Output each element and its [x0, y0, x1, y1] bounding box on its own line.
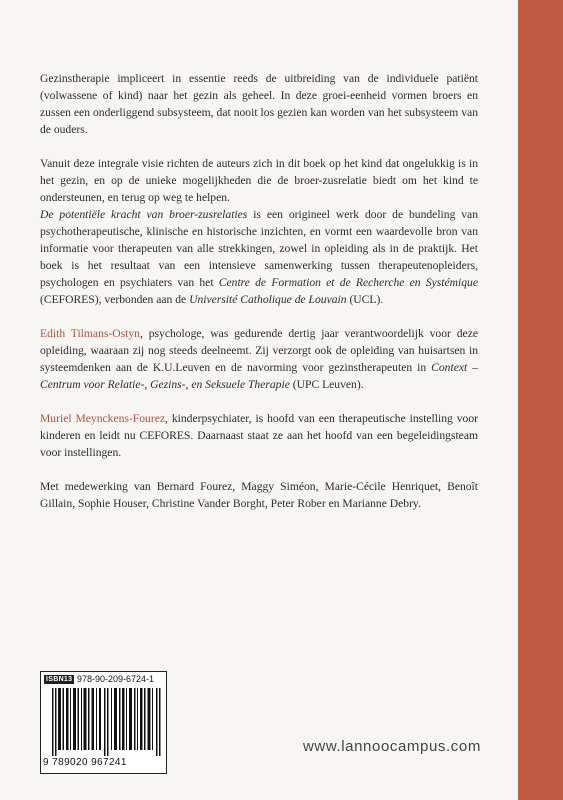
author-name-1: Edith Tilmans-Ostyn	[40, 327, 140, 340]
context-name: Context – Centrum voor Relatie-, Gezins-, en Seksuele Therapie	[40, 361, 478, 391]
university-name: Université Catholique de Louvain	[189, 293, 347, 306]
paragraph-vision: Vanuit deze integrale visie richten de auteurs zich in dit boek op het kind dat ongelukkig is in het gezin, en op de unieke mogelijkheden die de broer-zusrelatie biedt om het kind te ondersteunen, en terug op weg te helpen.	[40, 157, 478, 204]
paragraph-author-1	[40, 325, 478, 393]
publisher-website: www.lannoocampus.com	[303, 738, 481, 755]
barcode-icon	[52, 688, 162, 756]
isbn-label: ISBN13	[46, 676, 73, 683]
isbn-barcode-box	[40, 671, 167, 774]
paragraph-contributors: Met medewerking van Bernard Fourez, Maggy Siméon, Marie-Cécile Henriquet, Benoît Gillain, Sophie Houser, Christine Vander Borght, Peter Rober en Marianne Debry.	[40, 480, 478, 510]
paragraph-author-2	[40, 410, 478, 461]
isbn-number: 978-90-209-6724-1	[77, 674, 155, 684]
text-run: (CEFORES), verbonden aan de	[40, 293, 190, 306]
text-run: , psychologe, was gedurende dertig jaar verantwoordelijk voor deze opleiding, waaraan zij nog steeds deelneemt. Zij verzorgt ook de opleiding van huisartsen in systeemdenken aan de K.U.Leuven en de navorming voor gezinstherapeuten in	[40, 327, 478, 374]
spine-color-band	[518, 0, 563, 800]
ean-digits: 9 789020 967241	[43, 757, 127, 768]
book-title-italic: De potentiële kracht van broer-zusrelaties	[40, 208, 248, 221]
blurb-text	[40, 70, 478, 529]
paragraph-intro: Gezinstherapie impliceert in essentie reeds de uitbreiding van de individuele patiënt (volwassene of kind) naar het gezin als geheel. In deze groei-eenheid vormen broers en zussen een onderliggend subsysteem, dat nooit los gezien kan worden van het subsysteem van de ouders.	[40, 72, 478, 136]
text-run: , kinderpsychiater, is hoofd van een therapeutische instelling voor kinderen en leidt nu CEFORES. Daarnaast staat ze aan het hoofd van een begeleidingsteam voor instellingen.	[40, 412, 478, 459]
text-run: (UPC Leuven).	[289, 378, 364, 391]
text-run: (UCL).	[346, 293, 384, 306]
paragraph-book-description	[40, 206, 478, 308]
text-run: is een origineel werk door de bundeling van psychotherapeutische, klinische en historische inzichten, en vormt een waardevolle bron van informatie voor therapeuten van alle strekkingen, zowel in opleiding als in de praktijk. Het boek is het resultaat van een intensieve samenwerking tussen therapeutenopleiders, psychologen en psychiaters van het	[40, 208, 478, 289]
author-name-2: Muriel Meynckens-Fourez	[40, 412, 165, 425]
cefores-name: Centre de Formation et de Recherche en Systémique	[218, 276, 478, 289]
